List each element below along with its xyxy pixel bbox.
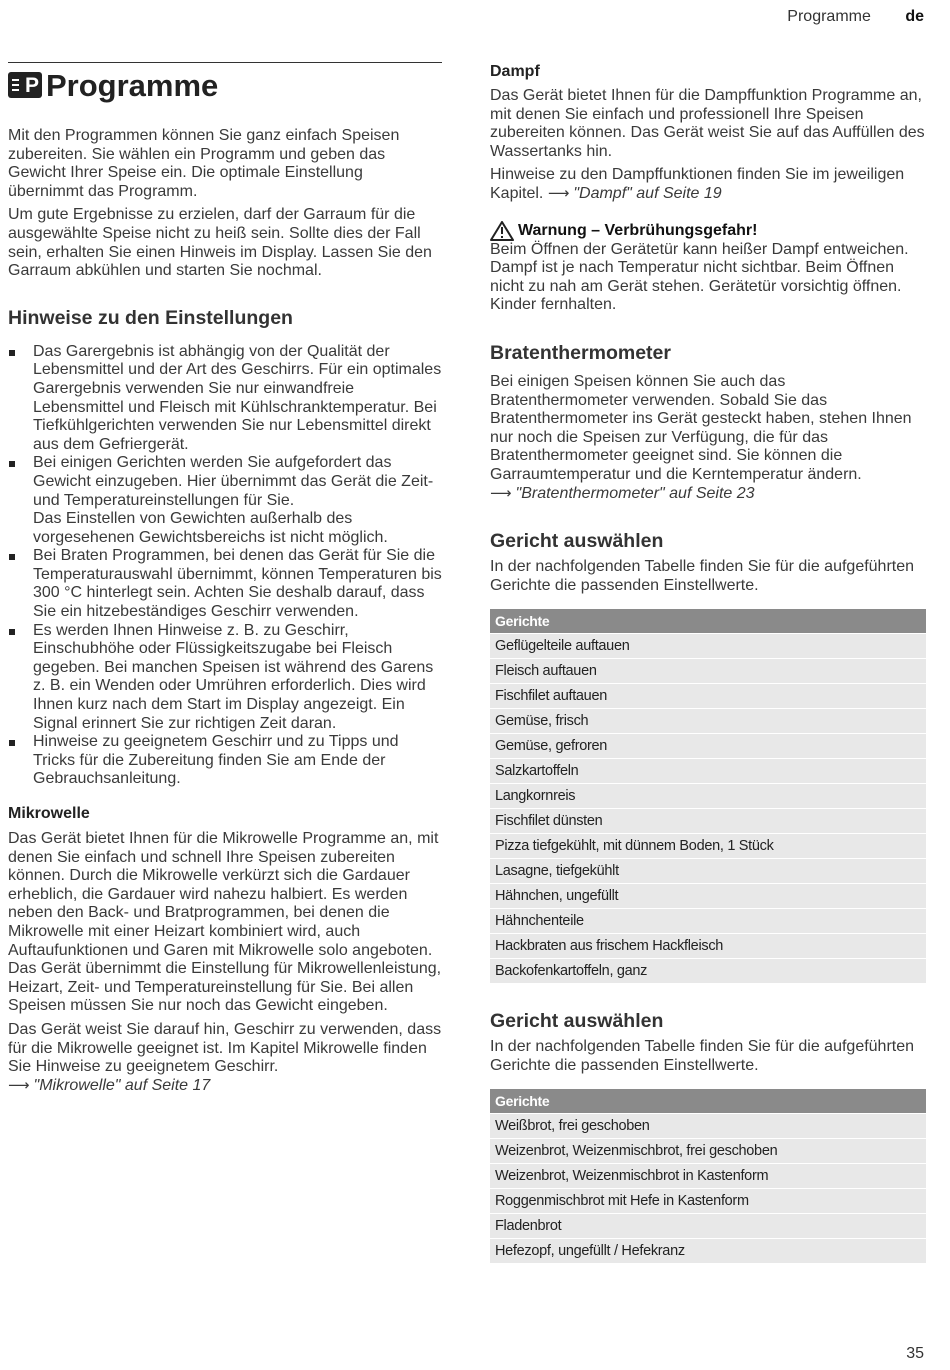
dishes-table-1 bbox=[490, 609, 926, 983]
list-item: Das Garergebnis ist abhängig von der Qualität der Lebensmittel und der Art des Geschirrs. Für ein optimales Garergebnis verwenden Sie nur einwandfreie Lebensmittel und Fleisch mit Kühlschranktemperatur. Bei Tiefkühlgerichten verwenden Sie nur Lebensmittel direkt aus dem Gefriergerät. bbox=[8, 343, 442, 455]
table-row: Lasagne, tiefgekühlt bbox=[490, 859, 926, 884]
table-row: Gemüse, frisch bbox=[490, 709, 926, 734]
dish-select-paragraph-1: In der nachfolgenden Tabelle finden Sie für die aufgeführten Gerichte die passenden Einstellwerte. bbox=[490, 558, 915, 594]
table-header: Gerichte bbox=[490, 609, 926, 634]
microwave-paragraph-1: Das Gerät bietet Ihnen für die Mikrowelle Programme an, mit denen Sie einfach und schnell Ihre Speisen zubereiten können. Durch die Mikrowelle verkürzt sich die Gardauer erheblich, die Gardauer wird nahezu halbiert. Es werden neben den Back- und Bratprogrammen, bei denen die Mikrowelle mit einer Heizart kombiniert wird, auch Auftaufunktionen und Garen mit Mikrowelle solo angeboten. Das Gerät übernimmt die Einstellung für Mikrowellenleistung, Heizart, Zeit- und Temperatureinstellung für Sie. Bei allen Speisen müssen Sie nur noch das Gewicht eingeben. bbox=[8, 830, 442, 1015]
table-row: Hackbraten aus frischem Hackfleisch bbox=[490, 934, 926, 959]
list-item: Hinweise zu geeignetem Geschirr und zu Tipps und Tricks für die Zubereitung finden Sie am Ende der Gebrauchsanleitung. bbox=[8, 733, 442, 789]
steam-paragraph-1: Das Gerät bietet Ihnen für die Dampffunktion Programme an, mit denen Sie einfach und professionell Ihre Speisen zubereiten können. Das Gerät weist Sie auf das Auffüllen des Wassertanks hin. bbox=[490, 87, 925, 160]
bullet-icon bbox=[9, 554, 15, 560]
warning-title: Warnung – Verbrühungsgefahr! bbox=[490, 221, 926, 241]
table-row: Geflügelteile auftauen bbox=[490, 634, 926, 659]
table-row: Weizenbrot, Weizenmischbrot in Kastenform bbox=[490, 1164, 926, 1189]
table-row: Fischfilet auftauen bbox=[490, 684, 926, 709]
table-header: Gerichte bbox=[490, 1089, 926, 1114]
hints-list bbox=[8, 343, 442, 789]
table-row: Fleisch auftauen bbox=[490, 659, 926, 684]
microwave-paragraph-2: Das Gerät weist Sie darauf hin, Geschirr zu verwenden, dass für die Mikrowelle geeignet ist. Im Kapitel Mikrowelle finden Sie Hinweise zu geeignetem Geschirr. ⟶ "Mikrowelle" auf Seite 17 bbox=[8, 1020, 442, 1094]
arrow-right-icon: ⟶ bbox=[8, 1076, 30, 1094]
list-item: Bei Braten Programmen, bei denen das Gerät für Sie die Temperaturauswahl übernimmt, können Temperaturen bis 300 °C hinterlegt sein. Achten Sie deshalb darauf, dass Sie ein hitzebeständiges Geschirr verwenden. bbox=[8, 547, 442, 621]
table-row: Gemüse, gefroren bbox=[490, 734, 926, 759]
bullet-icon bbox=[9, 461, 15, 467]
hints-heading: Hinweise zu den Einstellungen bbox=[8, 306, 293, 329]
thermometer-reference-link[interactable]: "Bratenthermometer" auf Seite 23 bbox=[515, 484, 755, 502]
table-row: Pizza tiefgekühlt, mit dünnem Boden, 1 Stück bbox=[490, 834, 926, 859]
dishes-table-2 bbox=[490, 1089, 926, 1263]
page-title: Programme bbox=[46, 67, 219, 103]
warning-triangle-icon bbox=[490, 221, 514, 241]
left-column bbox=[8, 62, 442, 1095]
thermometer-paragraph: Bei einigen Speisen können Sie auch das Bratenthermometer verwenden. Sobald Sie das Bratenthermometer ins Gerät gesteckt haben, stehen Ihnen nur noch die Speisen zur Verfügung, die für das Bratenthermometer geeignet sind. Sie können die Garraumtemperatur und die Kerntemperatur ändern. ⟶ "Bratenthermometer" auf Seite 23 bbox=[490, 372, 912, 502]
table-row: Roggenmischbrot mit Hefe in Kastenform bbox=[490, 1189, 926, 1214]
table-row: Fladenbrot bbox=[490, 1214, 926, 1239]
arrow-right-icon: ⟶ bbox=[547, 184, 570, 202]
programme-icon: P bbox=[8, 72, 42, 98]
warning-box bbox=[490, 221, 926, 315]
title-rule bbox=[8, 62, 442, 63]
table-row: Hähnchenteile bbox=[490, 909, 926, 934]
steam-heading: Dampf bbox=[490, 63, 540, 80]
table-row: Fischfilet dünsten bbox=[490, 809, 926, 834]
steam-reference-link[interactable]: "Dampf" auf Seite 19 bbox=[573, 184, 722, 202]
warning-text: Beim Öffnen der Gerätetür kann heißer Dampf entweichen. Dampf ist je nach Temperatur nicht sichtbar. Beim Öffnen nicht zu nah am Gerät stehen. Gerätetür vorsichtig öffnen. Kinder fernhalten. bbox=[490, 240, 909, 314]
page-number: 35 bbox=[906, 1345, 924, 1362]
header-section-title: Programme bbox=[787, 8, 871, 25]
header-language: de bbox=[905, 8, 924, 25]
bullet-icon bbox=[9, 350, 15, 356]
intro-paragraph-1: Mit den Programmen können Sie ganz einfach Speisen zubereiten. Sie wählen ein Programm und geben das Gewicht Ihrer Speise ein. Die optimale Einstellung übernimmt das Programm. bbox=[8, 127, 400, 200]
dish-select-paragraph-2: In der nachfolgenden Tabelle finden Sie für die aufgeführten Gerichte die passenden Einstellwerte. bbox=[490, 1038, 915, 1074]
table-row: Langkornreis bbox=[490, 784, 926, 809]
right-column bbox=[490, 62, 926, 1263]
page-header bbox=[787, 8, 924, 26]
list-item: Bei einigen Gerichten werden Sie aufgefordert das Gewicht einzugeben. Hier übernimmt das Gerät die Zeit- und Temperatureinstellungen für Sie. Das Einstellen von Gewichten außerhalb des vorgesehenen Gewichtsbereichs ist nicht möglich. bbox=[8, 454, 442, 547]
steam-paragraph-2: Hinweise zu den Dampffunktionen finden Sie im jeweiligen Kapitel. ⟶ "Dampf" auf Seite 19 bbox=[490, 166, 905, 202]
table-row: Weizenbrot, Weizenmischbrot, frei geschoben bbox=[490, 1139, 926, 1164]
thermometer-heading: Bratenthermometer bbox=[490, 341, 671, 364]
table-row: Weißbrot, frei geschoben bbox=[490, 1114, 926, 1139]
microwave-reference-link[interactable]: "Mikrowelle" auf Seite 17 bbox=[33, 1076, 211, 1094]
dish-select-heading-1: Gericht auswählen bbox=[490, 530, 664, 553]
table-row: Hähnchen, ungefüllt bbox=[490, 884, 926, 909]
chapter-title-row bbox=[8, 67, 442, 103]
bullet-icon bbox=[9, 740, 15, 746]
table-row: Hefezopf, ungefüllt / Hefekranz bbox=[490, 1239, 926, 1264]
table-row: Backofenkartoffeln, ganz bbox=[490, 959, 926, 984]
microwave-heading: Mikrowelle bbox=[8, 805, 90, 822]
arrow-right-icon: ⟶ bbox=[490, 484, 512, 502]
intro-paragraph-2: Um gute Ergebnisse zu erzielen, darf der Garraum für die ausgewählte Speise nicht zu heiß sein. Sollte dies der Fall sein, erhalten Sie einen Hinweis im Display. Lassen Sie den Garraum abkühlen und starten Sie nochmal. bbox=[8, 206, 432, 280]
bullet-icon bbox=[9, 629, 15, 635]
dish-select-heading-2: Gericht auswählen bbox=[490, 1010, 664, 1033]
table-row: Salzkartoffeln bbox=[490, 759, 926, 784]
list-item: Es werden Ihnen Hinweise z. B. zu Geschirr, Einschubhöhe oder Flüssigkeitszugabe bei Fleisch gegeben. Bei manchen Speisen ist während des Garens z. B. ein Wenden oder Umrühren erforderlich. Dies wird Ihnen kurz nach dem Start im Display angezeigt. Ein Signal erinnert Sie zur richtigen Zeit daran. bbox=[8, 622, 442, 734]
